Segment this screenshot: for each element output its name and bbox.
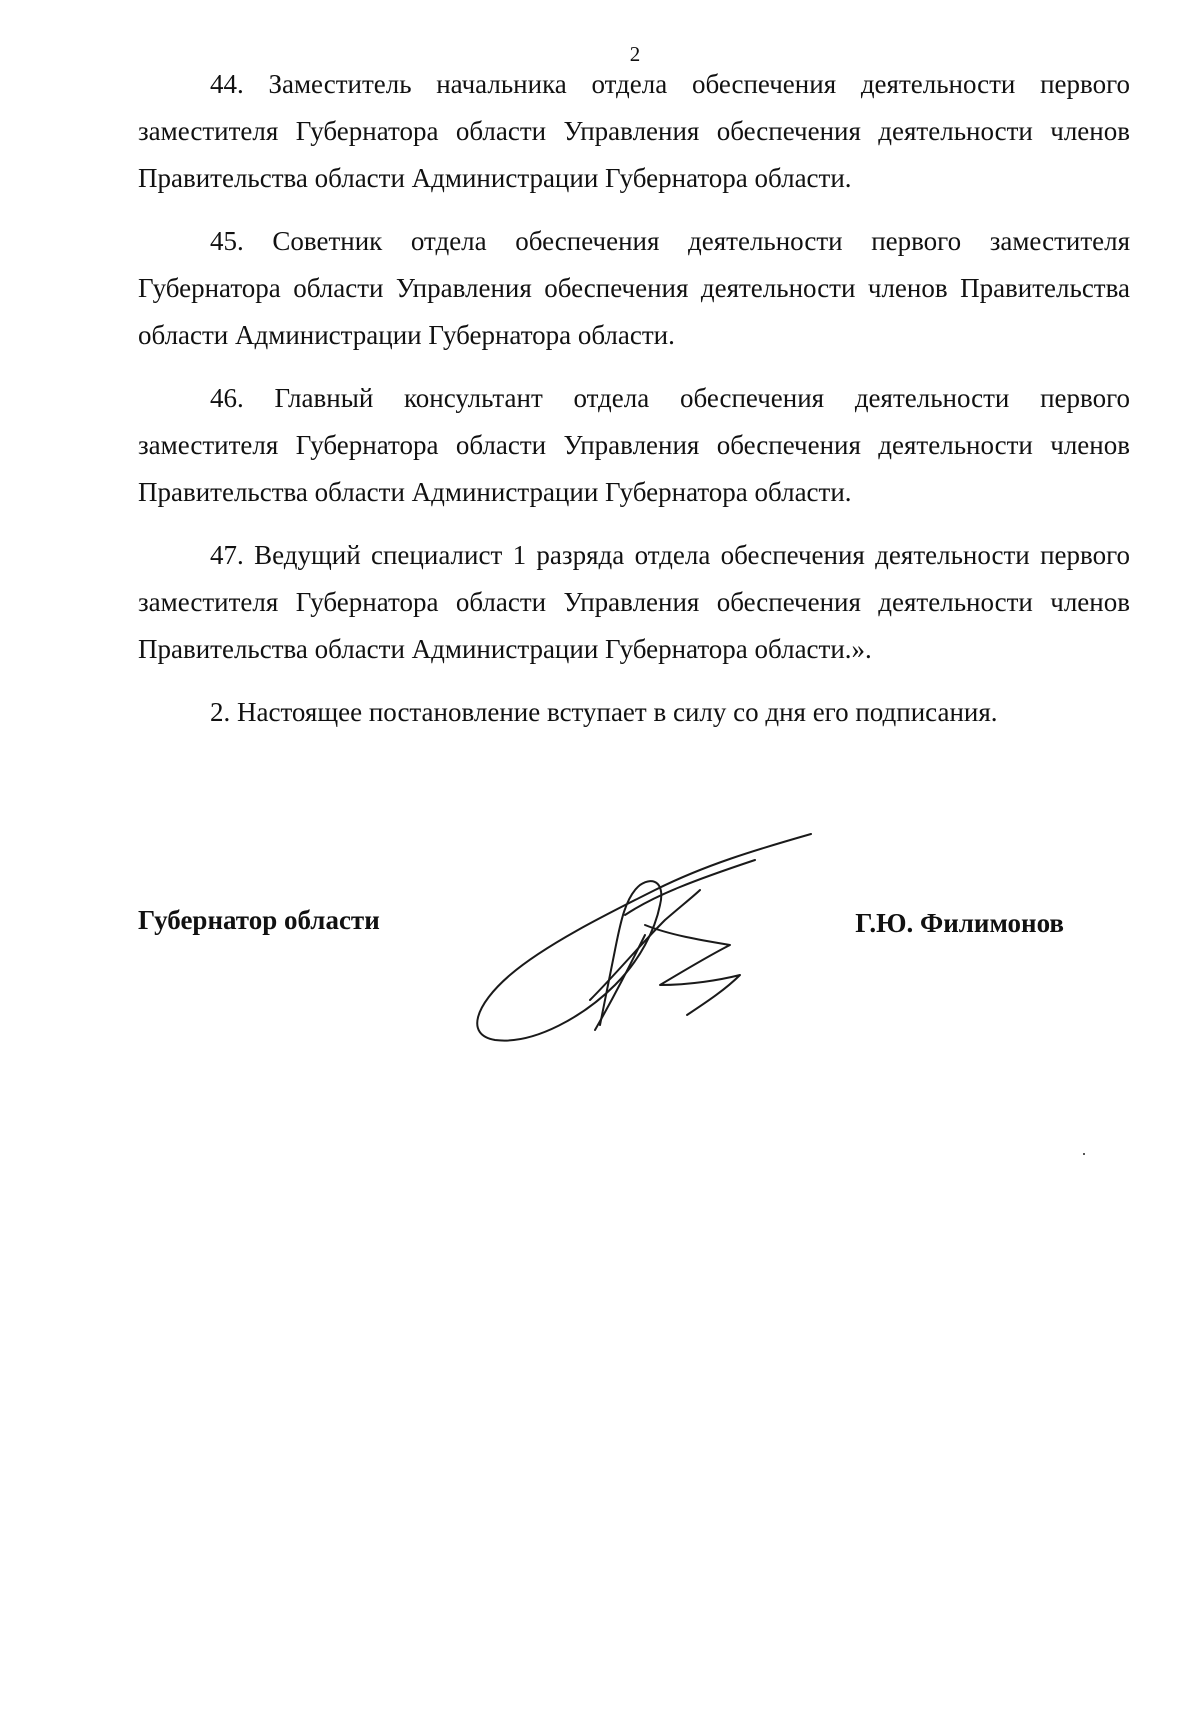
document-body [138,61,1130,752]
page-number: 2 [629,42,641,66]
paragraph-47: 47. Ведущий специалист 1 разряда отдела обеспечения деятельности первого заместителя Губернатора области Управления обеспечения деятельности членов Правительства области Администрации Губернатора области.». [138,540,1130,664]
scan-speck [1083,1153,1085,1155]
paragraph-45: 45. Советник отдела обеспечения деятельности первого заместителя Губернатора области Управления обеспечения деятельности членов Правительства области Администрации Губернатора области. [138,226,1130,350]
paragraph-46: 46. Главный консультант отдела обеспечения деятельности первого заместителя Губернатора области Управления обеспечения деятельности членов Правительства области Администрации Губернатора области. [138,383,1130,507]
signatory-title: Губернатор области [138,905,380,935]
signature-block [138,900,1130,940]
paragraph-effective-date: 2. Настоящее постановление вступает в силу со дня его подписания. [210,697,998,727]
paragraph-44: 44. Заместитель начальника отдела обеспечения деятельности первого заместителя Губернатора области Управления обеспечения деятельности членов Правительства области Администрации Губернатора области. [138,69,1130,193]
signatory-name: Г.Ю. Филимонов [855,908,1064,938]
